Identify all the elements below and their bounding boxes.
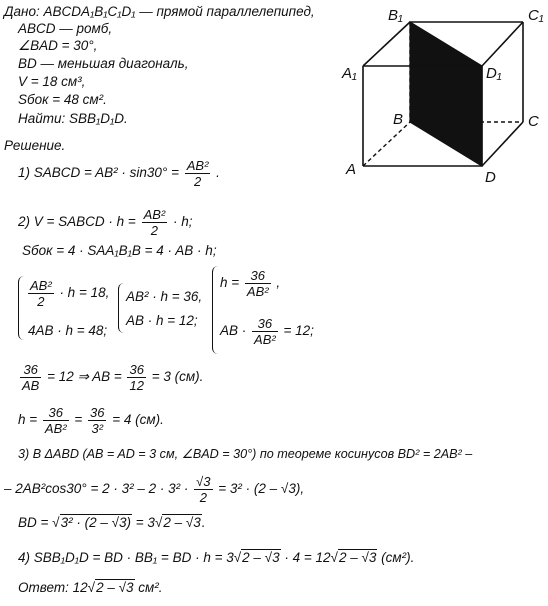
step-1-text: 1) SABCD = AB² · sin30° =	[18, 165, 179, 181]
answer: Ответ: 12√2 – √3 см².	[18, 580, 163, 595]
step-2-volume: 2) V = SABCD · h = $\frac{\text{AB²}}{2}$ · h;	[18, 207, 193, 238]
section-bb1d1d	[410, 22, 482, 166]
given-line-2: ABCD — ромб,	[18, 21, 113, 36]
system-1-row-2: 4AB · h = 48;	[28, 323, 108, 338]
step-3-line-1: 3) В ΔABD (AB = AD = 3 см, ∠BAD = 30°) по теореме косинусов BD² = 2AB² –	[18, 447, 473, 461]
edge-c1d1	[482, 22, 523, 66]
eq-ab: $\frac{36}{AB}$ = 12 ⇒ AB = $\frac{36}{12}$ = 3 (см).	[22, 362, 204, 393]
step-2-lateral: Sбок = 4 · SAA₁B₁B = 4 · AB · h;	[22, 243, 217, 258]
label-d: D	[485, 169, 496, 186]
parallelepiped-figure	[340, 0, 548, 186]
system-2-brace	[118, 283, 125, 333]
given-line-3: ∠BAD = 30°,	[18, 38, 98, 53]
system-3-brace	[212, 266, 219, 354]
step-1-fraction: $\frac{\text{AB²}}{2}$	[186, 158, 209, 189]
step-3-line-2: – 2AB²cos30° = 2 · 3² – 2 · 3² · $\frac{√3}{2}$ = 3² · (2 – √3),	[4, 474, 305, 505]
system-2-row-2: AB · h = 12;	[126, 313, 198, 328]
given-line-6: Sбок = 48 см².	[18, 92, 107, 107]
find-line: Найти: SBB₁D₁D.	[18, 111, 128, 126]
edge-dc	[482, 122, 523, 166]
system-3-row-2: AB · $\frac{36}{\text{AB²}}$ = 12;	[220, 316, 314, 347]
edge-a1b1	[363, 22, 410, 66]
label-d1: D₁	[486, 65, 502, 82]
eq-h: h = $\frac{36}{\text{AB²}}$ = $\frac{36}{\text{3²}}$ = 4 (см).	[18, 405, 164, 436]
label-c1: C₁	[528, 7, 544, 24]
step-4: 4) SBB₁D₁D = BD · BB₁ = BD · h = 3√2 – √3 · 4 = 12√2 – √3 (см²).	[18, 550, 415, 565]
edge-ab	[363, 122, 410, 166]
step-1: 1) SABCD = AB² · sin30° = $\frac{\text{AB²}}{2}$ .	[18, 158, 220, 189]
answer-label: Ответ:	[18, 580, 69, 595]
label-b: B	[393, 111, 404, 128]
label-b1: B₁	[388, 7, 403, 24]
solution-heading: Решение.	[4, 138, 66, 153]
system-1-row-1: $\frac{\text{AB²}}{2}$ · h = 18,	[30, 278, 110, 309]
given-line-4: BD — меньшая диагональ,	[18, 56, 189, 71]
label-a1: A₁	[342, 65, 357, 82]
system-1-brace	[18, 276, 25, 340]
given-line-1: Дано: ABCDA₁B₁C₁D₁ — прямой параллелепипед,	[4, 4, 315, 19]
step-3-line-3: BD = √3² · (2 – √3) = 3√2 – √3.	[18, 515, 206, 530]
given-line-5: V = 18 см³,	[18, 74, 86, 89]
system-3-row-1: h = $\frac{36}{\text{AB²}}$ ,	[220, 268, 281, 299]
label-a: A	[346, 161, 357, 178]
label-c: C	[528, 113, 539, 130]
system-2-row-1: AB² · h = 36,	[126, 289, 203, 304]
